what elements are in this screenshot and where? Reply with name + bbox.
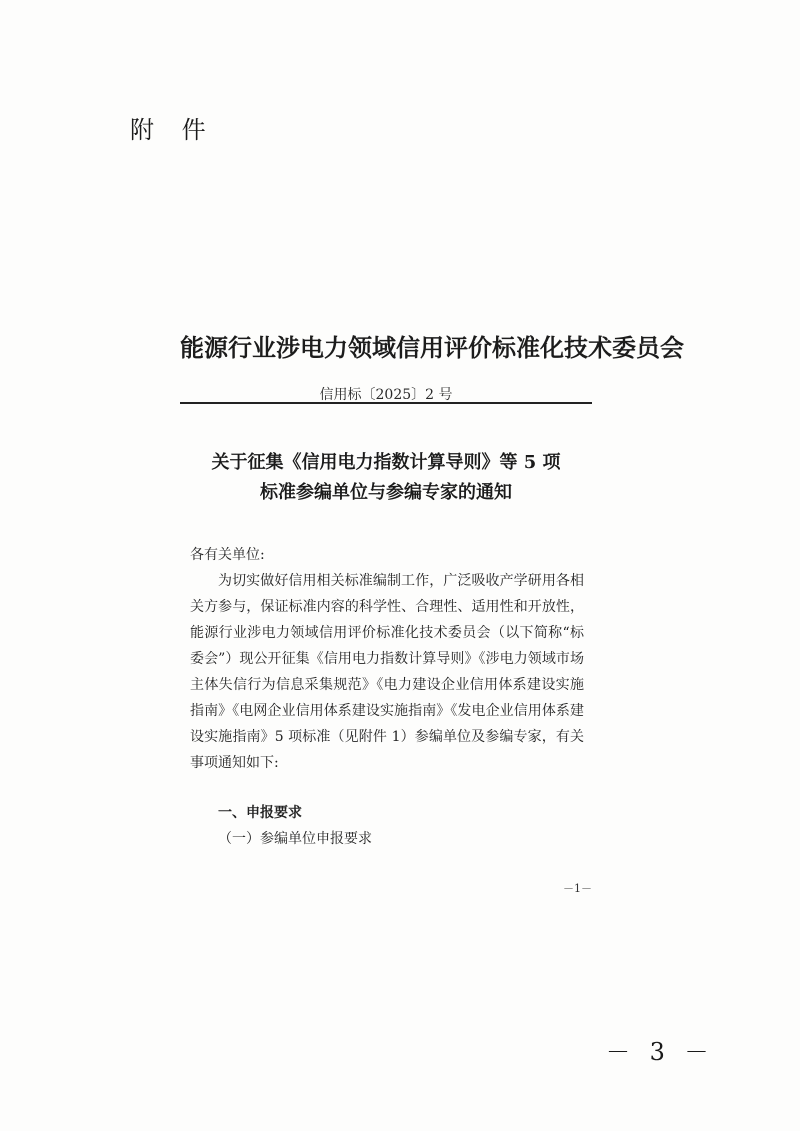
inner-page-number: －1－: [563, 882, 592, 895]
notice-title-line-2: 标准参编单位与参编专家的通知: [260, 482, 512, 503]
embedded-notice-page: [180, 300, 684, 910]
document-number: 信用标〔2025〕2 号: [319, 387, 453, 403]
body-paragraph: 为切实做好信用相关标准编制工作，广泛吸收产学研用各相关方参与，保证标准内容的科学性、合理性、适用性和开放性，能源行业涉电力领域信用评价标准化技术委员会（以下简称“标委会”）现公开征集《信用电力指数计算导则》《涉电力领域市场主体失信行为信息采集规范》《电力建设企业信用体系建设实施指南》《电网企业信用体系建设实施指南》《发电企业信用体系建设实施指南》5 项标准（见附件 1）参编单位及参编专家，有关事项通知如下:: [190, 573, 584, 771]
committee-name-header: 能源行业涉电力领域信用评价标准化技术委员会: [180, 333, 684, 362]
outer-page-number: － 3 －: [606, 1038, 715, 1066]
notice-title: [180, 448, 592, 508]
section-heading: 一、申报要求: [218, 805, 302, 821]
notice-title-line-1: 关于征集《信用电力指数计算导则》等 5 项: [211, 452, 561, 473]
attachment-label: 附 件: [130, 116, 216, 144]
sub-heading: （一）参编单位申报要求: [218, 831, 372, 847]
salutation: 各有关单位:: [190, 547, 265, 563]
header-divider-line: [180, 402, 592, 404]
